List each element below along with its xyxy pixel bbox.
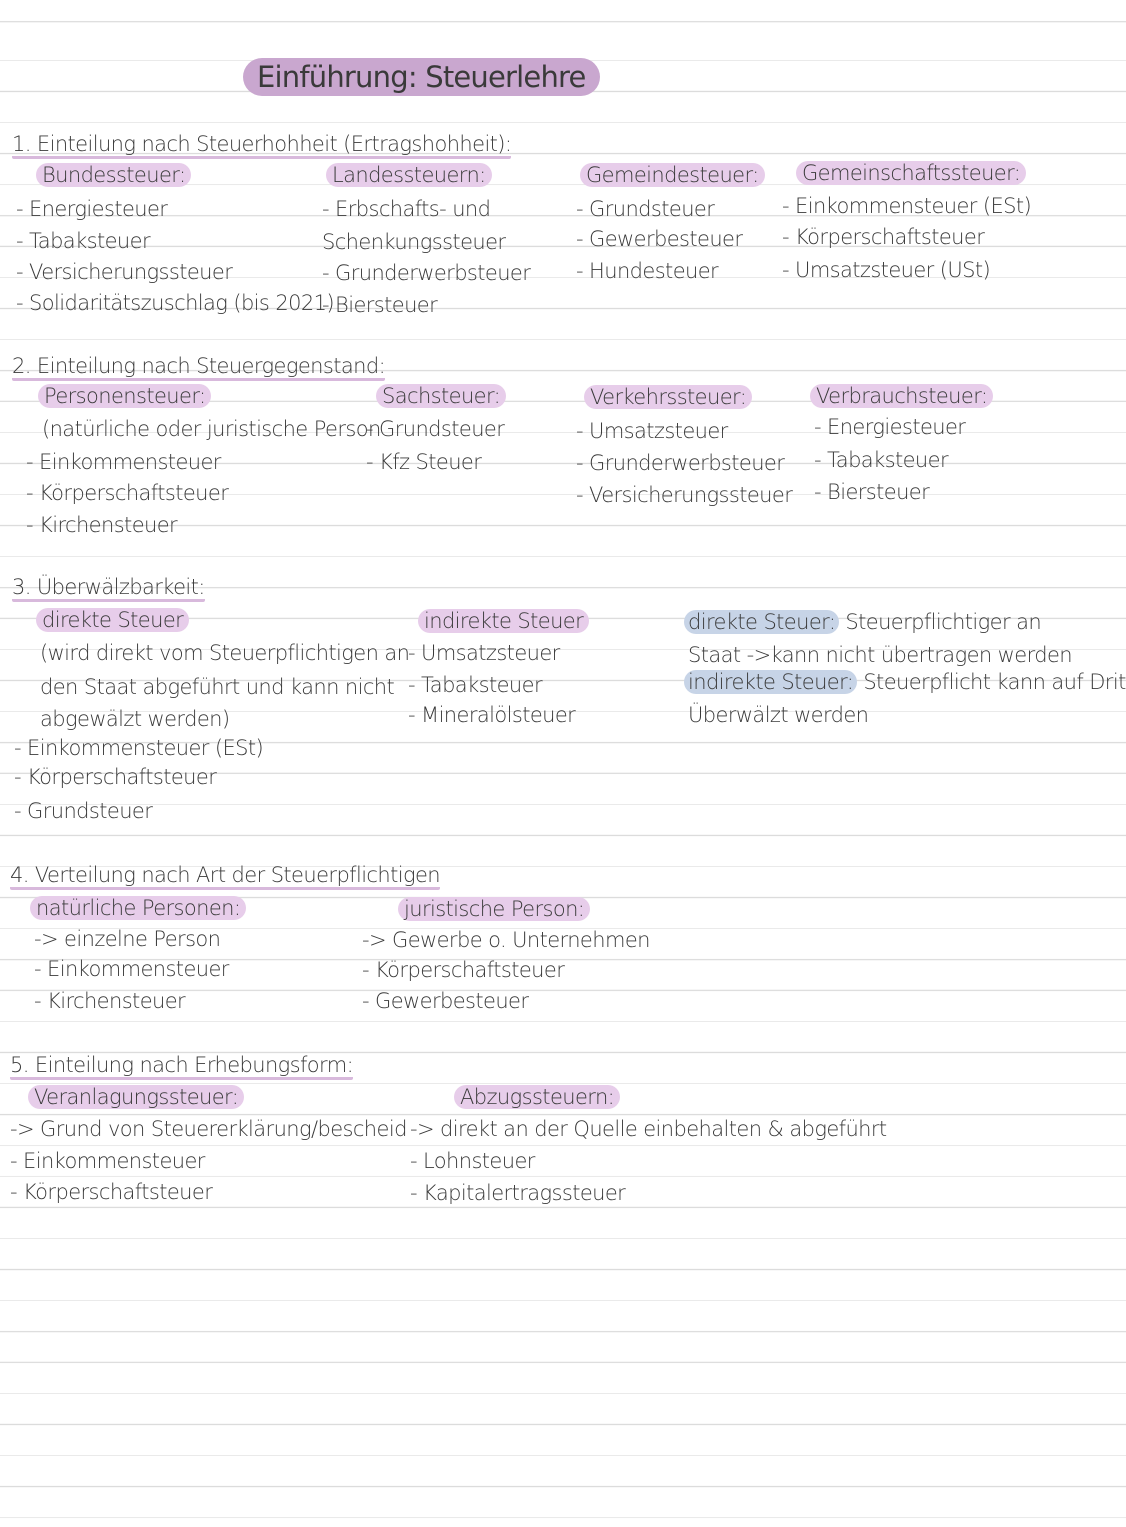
verkehrssteuer-label: Verkehrssteuer: [584, 384, 752, 410]
list-item: - Körperschaftsteuer [782, 225, 985, 249]
list-item: - Tabaksteuer [408, 673, 542, 697]
list-item: - Körperschaftsteuer [362, 958, 565, 982]
juristische-person-label: juristische Person: [398, 896, 590, 922]
list-item: - Einkommensteuer [10, 1149, 205, 1173]
direkte-steuer-label: direkte Steuer [36, 607, 189, 633]
list-item: - Grundsteuer [576, 197, 715, 221]
list-item: - Kirchensteuer [26, 513, 178, 537]
list-item: - Körperschaftsteuer [26, 481, 229, 505]
definition-direkt: direkte Steuer: Steuerpflichtiger an [684, 609, 1080, 635]
list-item: -> direkt an der Quelle einbehalten & abgeführt [410, 1117, 887, 1141]
list-item: - Einkommensteuer (ESt) [14, 736, 264, 760]
gemeinschaftssteuer-label: Gemeinschaftssteuer: [796, 160, 1026, 186]
list-item: - Gewerbesteuer [576, 227, 743, 251]
list-item: - Grundsteuer [14, 799, 153, 823]
list-item: -> einzelne Person [34, 927, 221, 951]
list-item: - Versicherungssteuer [576, 483, 793, 507]
list-item: - Kfz Steuer [366, 450, 482, 474]
section-heading-3: 3. Überwälzbarkeit: [12, 574, 205, 600]
list-item: - Hundesteuer [576, 259, 719, 283]
list-item: - Solidaritätszuschlag (bis 2021) [16, 291, 334, 315]
personensteuer-note: (natürliche oder juristische Person [42, 417, 381, 441]
list-item: - Biersteuer [814, 480, 930, 504]
section-heading-1: 1. Einteilung nach Steuerhohheit (Ertragshohheit): [12, 131, 511, 157]
direkte-steuer-note: (wird direkt vom Steuerpflichtigen an [40, 641, 410, 665]
list-item: - Lohnsteuer [410, 1149, 535, 1173]
veranlagungssteuer-label: Veranlagungssteuer: [28, 1084, 244, 1110]
list-item: - Körperschaftsteuer [14, 765, 217, 789]
list-item: - Grunderwerbsteuer [576, 451, 785, 475]
sachsteuer-label: Sachsteuer: [376, 383, 506, 409]
list-item: -> Grund von Steuererklärung/bescheid [10, 1117, 407, 1141]
list-item: - Energiesteuer [16, 197, 168, 221]
list-item: - Energiesteuer [814, 415, 966, 439]
list-item: - Körperschaftsteuer [10, 1180, 213, 1204]
list-item: - Grunderwerbsteuer [322, 261, 531, 285]
section-heading-2: 2. Einteilung nach Steuergegenstand: [12, 353, 385, 379]
list-item: - Biersteuer [322, 293, 438, 317]
list-item: - Mineralölsteuer [408, 703, 576, 727]
direkte-steuer-note: abgewälzt werden) [40, 707, 230, 731]
natuerliche-personen-label: natürliche Personen: [30, 895, 246, 921]
list-item: -> Gewerbe o. Unternehmen [362, 928, 650, 952]
list-item: Schenkungssteuer [322, 230, 506, 254]
list-item: - Einkommensteuer [34, 957, 229, 981]
list-item: - Kapitalertragssteuer [410, 1181, 626, 1205]
indirekte-steuer-label: indirekte Steuer [418, 608, 589, 634]
verbrauchsteuer-label: Verbrauchsteuer: [810, 383, 993, 409]
personensteuer-label: Personensteuer: [38, 383, 211, 409]
section-heading-5: 5. Einteilung nach Erhebungsform: [10, 1052, 353, 1078]
list-item: - Umsatzsteuer [576, 419, 728, 443]
section-heading-4: 4. Verteilung nach Art der Steuerpflichtigen [10, 862, 440, 888]
list-item: - Erbschafts- und [322, 197, 491, 221]
landessteuern-label: Landessteuern: [326, 162, 492, 188]
definition-indirekt-cont: Überwälzt werden [688, 703, 869, 727]
list-item: - Versicherungssteuer [16, 260, 233, 284]
definition-direkt-cont: Staat ->kann nicht übertragen werden [688, 643, 1073, 667]
list-item: - Einkommensteuer (ESt) [782, 194, 1032, 218]
direkte-steuer-note: den Staat abgeführt und kann nicht [40, 675, 395, 699]
list-item: - Umsatzsteuer [408, 641, 560, 665]
list-item: - Tabaksteuer [16, 229, 150, 253]
list-item: - Tabaksteuer [814, 448, 948, 472]
list-item: - Gewerbesteuer [362, 989, 529, 1013]
abzugssteuern-label: Abzugssteuern: [454, 1084, 620, 1110]
page-title: Einführung: Steuerlehre [243, 58, 600, 96]
definition-indirekt: indirekte Steuer: Steuerpflicht kann auf Drit [684, 669, 1080, 695]
list-item: - Kirchensteuer [34, 989, 186, 1013]
list-item: - Umsatzsteuer (USt) [782, 258, 991, 282]
gemeindesteuer-label: Gemeindesteuer: [580, 162, 765, 188]
bundessteuer-label: Bundessteuer: [36, 162, 191, 188]
list-item: - Einkommensteuer [26, 450, 221, 474]
list-item: - Grundsteuer [366, 417, 505, 441]
